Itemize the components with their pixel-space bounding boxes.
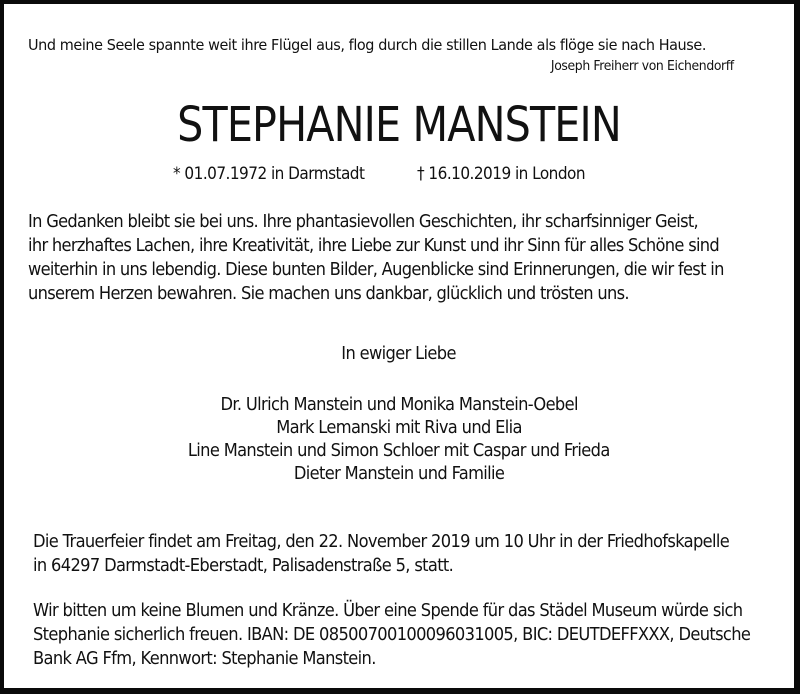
mourner-name: Mark Lemanski mit Riva und Elia [276,418,522,438]
donation-line: Bank AG Ffm, Kennwort: Stephanie Manstein. [33,649,376,669]
mourner-line [4,440,794,463]
epigraph-quote: Und meine Seele spannte weit ihre Flügel aus, flog durch die stillen Lande als flöge sie nach Hause. [28,36,706,54]
deceased-name: STEPHANIE MANSTEIN [177,97,621,153]
mourner-line [4,394,794,417]
closing-phrase-text: In ewiger Liebe [341,344,457,364]
tribute-line: unserem Herzen bewahren. Sie machen uns dankbar, glücklich und trösten uns. [28,284,629,304]
mourner-name: Dr. Ulrich Manstein und Monika Manstein-Oebel [220,395,578,415]
tribute-line: weiterhin in uns lebendig. Diese bunten Bilder, Augenblicke sind Erinnerungen, die wir fest in [28,260,724,280]
service-line: Die Trauerfeier findet am Freitag, den 22. November 2019 um 10 Uhr in der Friedhofskapelle [33,532,730,552]
donation-line: Wir bitten um keine Blumen und Kränze. Über eine Spende für das Städel Museum würde sich [33,601,743,621]
tribute-paragraph [28,210,798,306]
mourner-name: Dieter Manstein und Familie [293,464,505,484]
funeral-service-info [33,530,800,578]
service-line: in 64297 Darmstadt-Eberstadt, Palisadenstraße 5, statt. [33,556,454,576]
tribute-line: ihr herzhaftes Lachen, ihre Kreativität, ihre Liebe zur Kunst und ihr Sinn für alles Schöne sind [28,236,720,256]
birth-date: * 01.07.1972 in Darmstadt [173,164,365,184]
closing-phrase [4,344,794,364]
donation-info [33,599,800,671]
mourners-list [4,394,794,486]
epigraph-author: Joseph Freiherr von Eichendorff [551,58,734,74]
mourner-name: Line Manstein und Simon Schloer mit Caspar und Frieda [188,441,610,461]
death-date: † 16.10.2019 in London [417,164,586,184]
mourner-line [4,463,794,486]
mourner-line [4,417,794,440]
tribute-line: In Gedanken bleibt sie bei uns. Ihre phantasievollen Geschichten, ihr scharfsinniger Geist, [28,212,699,232]
obituary-notice [4,4,794,688]
donation-line: Stephanie sicherlich freuen. IBAN: DE 08500700100096031005, BIC: DEUTDEFFXXX, Deutsche [33,625,751,645]
